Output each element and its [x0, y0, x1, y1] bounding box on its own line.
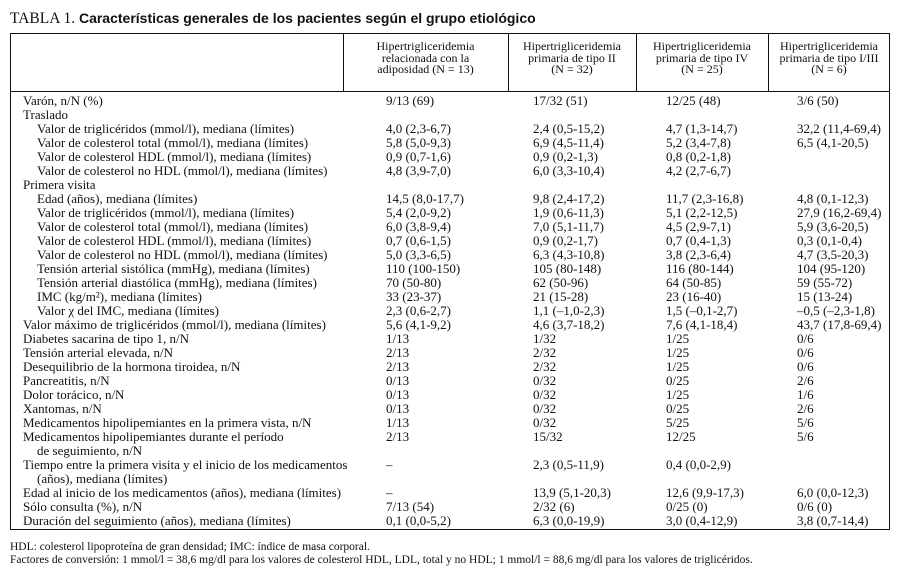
row-value-col-2: 0/32 [533, 415, 557, 430]
row-value-col-2: 2,4 (0,5-15,2) [533, 121, 605, 136]
row-value-col-4: 59 (55-72) [797, 275, 853, 290]
row-value-col-2: 1,1 (–1,0-2,3) [533, 303, 605, 318]
row-label: Tensión arterial diastólica (mmHg), mediana (límites) [37, 275, 317, 290]
row-value-col-4: 2/6 [797, 401, 814, 416]
row-value-col-3: 4,7 (1,3-14,7) [666, 121, 738, 136]
row-value-col-4: 6,5 (4,1-20,5) [797, 135, 869, 150]
row-value-col-3: 0/25 [666, 401, 690, 416]
row-value-col-3: 3,8 (2,3-6,4) [666, 247, 731, 262]
row-value-col-2: 0/32 [533, 373, 557, 388]
row-value-col-2: 6,3 (4,3-10,8) [533, 247, 605, 262]
row-value-col-2: 17/32 (51) [533, 93, 588, 108]
row-label: Valor de colesterol no HDL (mmol/l), mediana (límites) [37, 163, 328, 178]
row-value-col-3: 5,2 (3,4-7,8) [666, 135, 731, 150]
row-value-col-4: –0,5 (–2,3-1,8) [797, 303, 875, 318]
row-value-col-4: 4,7 (3,5-20,3) [797, 247, 869, 262]
row-value-col-1: 0,7 (0,6-1,5) [386, 233, 451, 248]
row-value-col-1: 0/13 [386, 387, 410, 402]
row-value-col-2: 7,0 (5,1-11,7) [533, 219, 605, 234]
row-value-col-2: 2,3 (0,5-11,9) [533, 457, 605, 472]
row-value-col-1: 0,9 (0,7-1,6) [386, 149, 451, 164]
row-value-col-1: 9/13 (69) [386, 93, 435, 108]
row-value-col-3: 12/25 [666, 429, 696, 444]
row-value-col-3: 64 (50-85) [666, 275, 722, 290]
row-value-col-4: 5/6 [797, 429, 814, 444]
row-value-col-3: 7,6 (4,1-18,4) [666, 317, 738, 332]
row-value-col-4: 2/6 [797, 373, 814, 388]
row-value-col-1: 7/13 (54) [386, 499, 435, 514]
column-header-line: Hipertrigliceridemia [523, 39, 621, 53]
row-value-col-2: 21 (15-28) [533, 289, 589, 304]
row-label: Medicamentos hipolipemiantes en la primera vista, n/N [23, 415, 312, 430]
row-label: Duración del seguimiento (años), mediana (límites) [23, 513, 291, 528]
row-value-col-1: 70 (50-80) [386, 275, 442, 290]
row-label: Valor máximo de triglicéridos (mmol/l), mediana (límites) [23, 317, 326, 332]
row-value-col-1: 4,0 (2,3-6,7) [386, 121, 451, 136]
row-value-col-2: 2/32 (6) [533, 499, 575, 514]
footnote-conversion: Factores de conversión: 1 mmol/l = 38,6 mg/dl para los valores de colesterol HDL, LDL, total y no HDL; 1 mmol/l = 88,6 mg/dl para los valores de triglicéridos. [10, 554, 753, 566]
row-label: Edad (años), mediana (límites) [37, 191, 198, 206]
row-value-col-2: 6,0 (3,3-10,4) [533, 163, 605, 178]
row-value-col-1: 0/13 [386, 373, 410, 388]
row-value-col-4: 27,9 (16,2-69,4) [797, 205, 882, 220]
row-label: Valor de colesterol HDL (mmol/l), mediana (límites) [37, 233, 312, 248]
row-value-col-2: 15/32 [533, 429, 563, 444]
row-value-col-4: 104 (95-120) [797, 261, 866, 276]
row-value-col-3: 12/25 (48) [666, 93, 721, 108]
row-label: Edad al inicio de los medicamentos (años), mediana (límites) [23, 485, 342, 500]
row-label: IMC (kg/m²), mediana (límites) [37, 289, 202, 304]
row-value-col-4: 5/6 [797, 415, 814, 430]
row-value-col-2: 105 (80-148) [533, 261, 602, 276]
row-value-col-4: 0,3 (0,1-0,4) [797, 233, 862, 248]
row-label: Pancreatitis, n/N [23, 373, 110, 388]
row-value-col-4: 15 (13-24) [797, 289, 853, 304]
row-value-col-2: 62 (50-96) [533, 275, 589, 290]
row-value-col-1: 1/13 [386, 331, 410, 346]
row-value-col-4: 0/6 [797, 345, 814, 360]
row-value-col-3: 5,1 (2,2-12,5) [666, 205, 738, 220]
table-number: TABLA 1. [10, 10, 76, 27]
footnote-abbreviations: HDL: colesterol lipoproteína de gran densidad; IMC: índice de masa corporal. [10, 541, 370, 553]
row-value-col-3: 0,8 (0,2-1,8) [666, 149, 731, 164]
row-value-col-2: 13,9 (5,1-20,3) [533, 485, 611, 500]
row-value-col-3: 0,7 (0,4-1,3) [666, 233, 731, 248]
row-value-col-2: 6,9 (4,5-11,4) [533, 135, 605, 150]
row-label: Sólo consulta (%), n/N [23, 499, 143, 514]
row-value-col-1: 0/13 [386, 401, 410, 416]
row-label: Tensión arterial elevada, n/N [23, 345, 173, 360]
row-value-col-4: 4,8 (0,1-12,3) [797, 191, 869, 206]
row-value-col-3: 23 (16-40) [666, 289, 722, 304]
row-value-col-2: 0/32 [533, 387, 557, 402]
column-header-line: Hipertrigliceridemia [376, 39, 475, 53]
row-value-col-2: 1/32 [533, 331, 557, 346]
row-value-col-2: 0,9 (0,2-1,3) [533, 149, 598, 164]
row-label: Tensión arterial sistólica (mmHg), mediana (límites) [37, 261, 310, 276]
row-value-col-1: 5,8 (5,0-9,3) [386, 135, 451, 150]
column-header-3 [636, 41, 768, 76]
row-value-col-1: 5,0 (3,3-6,5) [386, 247, 451, 262]
header-bottom-rule [11, 91, 889, 92]
row-label: Valor de triglicéridos (mmol/l), mediana (límites) [37, 121, 295, 136]
row-label: Medicamentos hipolipemiantes durante el período [23, 429, 284, 444]
row-value-col-2: 0,9 (0,2-1,7) [533, 233, 598, 248]
row-value-col-4: 0/6 [797, 331, 814, 346]
row-value-col-4: 0/6 [797, 359, 814, 374]
column-header-line: Hipertrigliceridemia [653, 39, 751, 53]
column-header-line: relacionada con la [381, 50, 470, 65]
row-label: Tiempo entre la primera visita y el inicio de los medicamentos [23, 457, 348, 472]
row-value-col-3: 1,5 (–0,1-2,7) [666, 303, 738, 318]
row-label: Valor χ del IMC, mediana (límites) [37, 303, 219, 318]
row-value-col-4: 0/6 (0) [797, 499, 833, 514]
row-value-col-3: 0,4 (0,0-2,9) [666, 457, 731, 472]
row-value-col-4: 43,7 (17,8-69,4) [797, 317, 882, 332]
row-value-col-1: 4,8 (3,9-7,0) [386, 163, 451, 178]
row-value-col-2: 2/32 [533, 359, 557, 374]
column-header-line: (N = 25) [681, 62, 723, 76]
row-value-col-1: 6,0 (3,8-9,4) [386, 219, 451, 234]
row-label: Primera visita [23, 177, 96, 192]
row-value-col-2: 1,9 (0,6-11,3) [533, 205, 605, 220]
column-header-line: Hipertrigliceridemia [780, 39, 878, 53]
row-value-col-1: – [386, 485, 393, 500]
row-label: Valor de colesterol total (mmol/l), mediana (límites) [37, 219, 309, 234]
row-value-col-1: – [386, 457, 393, 472]
row-value-col-3: 1/25 [666, 387, 690, 402]
row-value-col-3: 1/25 [666, 345, 690, 360]
row-label: Valor de triglicéridos (mmol/l), mediana (límites) [37, 205, 295, 220]
row-value-col-3: 4,5 (2,9-7,1) [666, 219, 731, 234]
row-label: Diabetes sacarina de tipo 1, n/N [23, 331, 190, 346]
row-value-col-4: 1/6 [797, 387, 814, 402]
row-value-col-3: 116 (80-144) [666, 261, 734, 276]
column-header-2 [508, 41, 636, 76]
row-value-col-1: 2,3 (0,6-2,7) [386, 303, 451, 318]
row-value-col-3: 0/25 [666, 373, 690, 388]
row-value-col-2: 4,6 (3,7-18,2) [533, 317, 605, 332]
column-header-line: (N = 32) [551, 62, 593, 76]
column-header-line: (N = 6) [811, 62, 847, 76]
row-value-col-1: 110 (100-150) [386, 261, 461, 276]
row-label: Valor de colesterol no HDL (mmol/l), mediana (límites) [37, 247, 328, 262]
row-value-col-3: 4,2 (2,7-6,7) [666, 163, 731, 178]
row-value-col-4: 32,2 (11,4-69,4) [797, 121, 882, 136]
column-header-line: primaria de tipo IV [655, 50, 749, 65]
row-label: Dolor torácico, n/N [23, 387, 125, 402]
row-label-continuation: (años), mediana (límites) [37, 471, 168, 486]
row-value-col-1: 5,4 (2,0-9,2) [386, 205, 451, 220]
row-value-col-3: 1/25 [666, 331, 690, 346]
row-label: Desequilibrio de la hormona tiroidea, n/N [23, 359, 241, 374]
column-header-line: primaria de tipo I/III [779, 50, 879, 65]
row-label: Varón, n/N (%) [23, 93, 103, 108]
table-caption [10, 8, 536, 29]
row-label: Valor de colesterol total (mmol/l), mediana (límites) [37, 135, 309, 150]
row-label: Xantomas, n/N [23, 401, 102, 416]
row-value-col-4: 3/6 (50) [797, 93, 839, 108]
row-label-continuation: de seguimiento, n/N [37, 443, 143, 458]
row-value-col-4: 6,0 (0,0-12,3) [797, 485, 869, 500]
row-label: Valor de colesterol HDL (mmol/l), mediana (límites) [37, 149, 312, 164]
table-frame [10, 33, 890, 530]
row-value-col-4: 3,8 (0,7-14,4) [797, 513, 869, 528]
row-value-col-3: 1/25 [666, 359, 690, 374]
row-value-col-3: 0/25 (0) [666, 499, 708, 514]
row-value-col-1: 1/13 [386, 415, 410, 430]
row-value-col-1: 2/13 [386, 345, 410, 360]
row-value-col-3: 11,7 (2,3-16,8) [666, 191, 744, 206]
row-label: Traslado [23, 107, 69, 122]
row-value-col-3: 12,6 (9,9-17,3) [666, 485, 744, 500]
row-value-col-2: 6,3 (0,0-19,9) [533, 513, 605, 528]
row-value-col-1: 33 (23-37) [386, 289, 442, 304]
row-value-col-1: 5,6 (4,1-9,2) [386, 317, 451, 332]
column-header-line: adiposidad (N = 13) [377, 62, 474, 76]
row-value-col-1: 2/13 [386, 429, 410, 444]
column-header-line: primaria de tipo II [528, 50, 616, 65]
row-value-col-3: 3,0 (0,4-12,9) [666, 513, 738, 528]
column-header-1 [343, 41, 508, 76]
row-value-col-1: 0,1 (0,0-5,2) [386, 513, 451, 528]
column-header-4 [768, 41, 890, 76]
row-value-col-3: 5/25 [666, 415, 690, 430]
row-value-col-1: 14,5 (8,0-17,7) [386, 191, 464, 206]
row-value-col-2: 0/32 [533, 401, 557, 416]
table-title: Características generales de los pacientes según el grupo etiológico [78, 10, 536, 26]
row-value-col-4: 5,9 (3,6-20,5) [797, 219, 869, 234]
row-value-col-1: 2/13 [386, 359, 410, 374]
row-value-col-2: 2/32 [533, 345, 557, 360]
row-value-col-2: 9,8 (2,4-17,2) [533, 191, 605, 206]
